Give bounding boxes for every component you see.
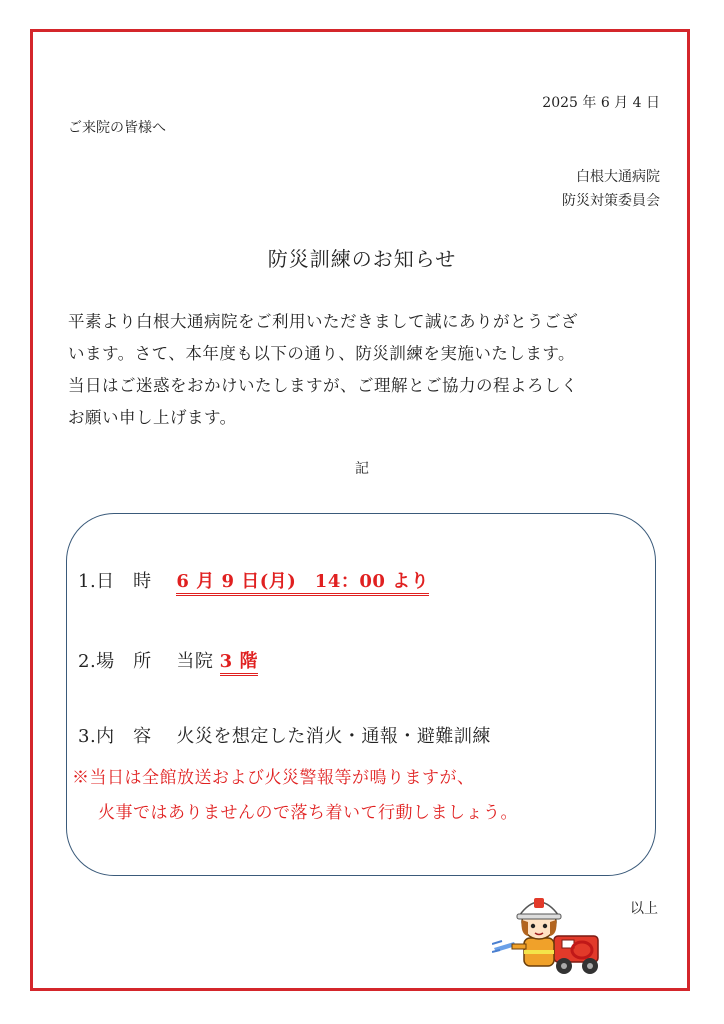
closing-mark: 以上 [630, 901, 658, 917]
body-line: 当日はご迷惑をおかけいたしますが、ご理解とご協力の程よろしく [68, 376, 578, 395]
sender-organization: 白根大通病院 [576, 169, 660, 185]
body-line: います。さて、本年度も以下の通り、防災訓練を実施いたします。 [68, 344, 576, 363]
place-value: 3 階 [220, 651, 258, 676]
sender-block [562, 165, 660, 213]
ki-marker: 記 [355, 461, 369, 477]
notice-line: ※当日は全館放送および火災警報等が鳴りますが、 [72, 768, 475, 788]
firefighter-mascot-icon [492, 886, 602, 978]
document-title: 防災訓練のお知らせ [267, 247, 457, 271]
content-value: 火災を想定した消火・通報・避難訓練 [176, 726, 491, 747]
detail-content [78, 722, 491, 748]
body-line: 平素より白根大通病院をご利用いただきまして誠にありがとうござ [68, 312, 578, 331]
body-line: お願い申し上げます。 [68, 408, 237, 427]
datetime-value: 6 月 9 日(月) 14：00 より [176, 571, 429, 596]
place-label: 2.場 所 [78, 651, 152, 672]
place-prefix: 当院 [176, 651, 214, 672]
datetime-label: 1.日 時 [78, 571, 152, 592]
detail-place [78, 647, 258, 673]
sender-department: 防災対策委員会 [562, 193, 660, 209]
content-label: 3.内 容 [78, 726, 152, 747]
detail-datetime [78, 567, 429, 593]
body-paragraph [68, 306, 668, 434]
document-date: 2025 年 6 月 4 日 [542, 95, 660, 111]
notice-line: 火事ではありませんので落ち着いて行動しましょう。 [98, 803, 518, 823]
addressee: ご来院の皆様へ [68, 120, 166, 136]
